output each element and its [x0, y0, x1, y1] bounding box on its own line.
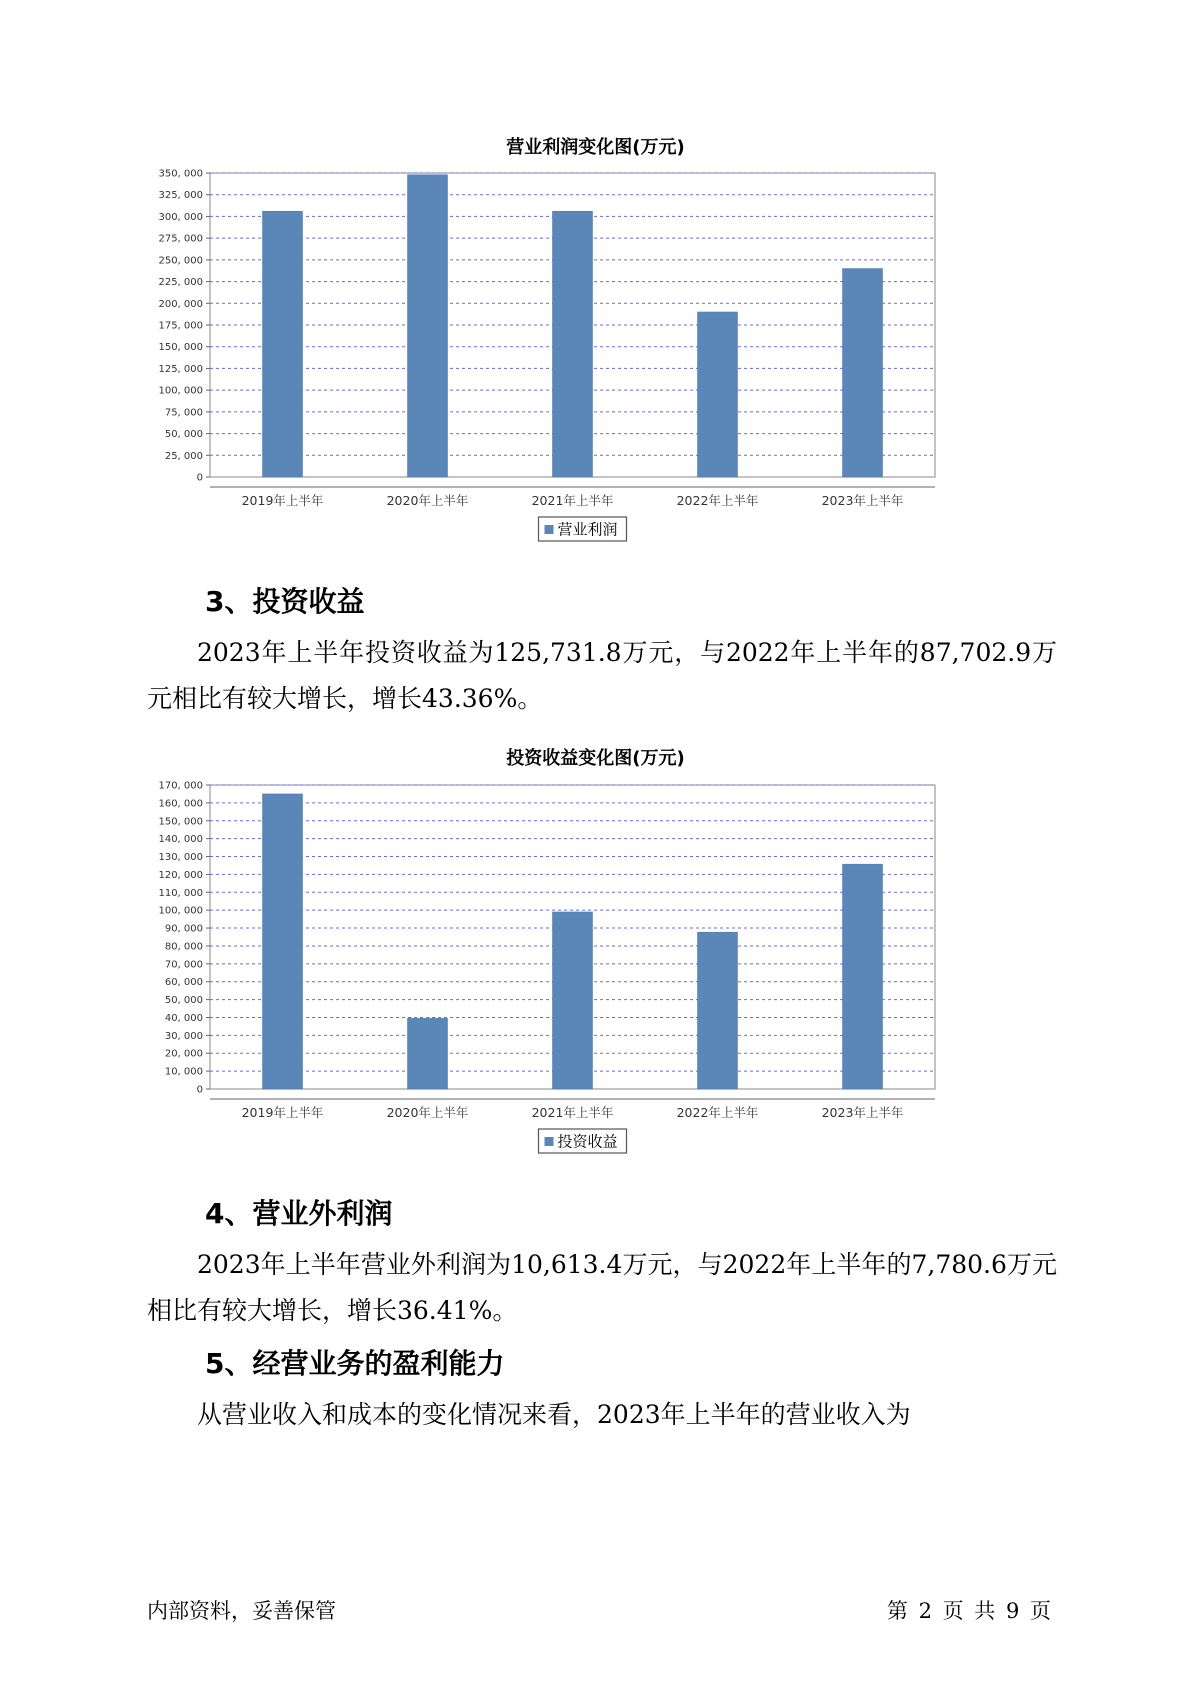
y-tick-label: 160, 000	[158, 798, 203, 810]
y-tick-label: 130, 000	[158, 852, 203, 864]
bar	[553, 211, 593, 477]
y-tick-label: 140, 000	[158, 834, 203, 846]
y-tick-label: 75, 000	[164, 407, 203, 419]
y-tick-label: 0	[196, 1084, 203, 1096]
legend	[539, 517, 627, 541]
x-tick-label: 2023年上半年	[821, 493, 904, 508]
bar	[408, 175, 448, 477]
y-tick-label: 25, 000	[164, 450, 203, 462]
y-tick-label: 325, 000	[158, 190, 203, 202]
x-tick-label: 2023年上半年	[821, 1105, 904, 1120]
bar	[408, 1018, 448, 1089]
y-tick-label: 175, 000	[158, 320, 203, 332]
y-tick-label: 0	[196, 472, 203, 484]
bar	[553, 912, 593, 1089]
x-tick-label: 2021年上半年	[531, 1105, 614, 1120]
bar	[263, 211, 303, 477]
y-tick-label: 120, 000	[158, 869, 203, 881]
bar	[698, 932, 738, 1089]
operating-profit-chart	[150, 165, 950, 550]
bar	[263, 794, 303, 1089]
x-tick-label: 2020年上半年	[386, 1105, 469, 1120]
legend-label: 投资收益	[557, 1132, 618, 1151]
y-tick-label: 70, 000	[164, 959, 203, 971]
footer-page-number: 第 2 页 共 9 页	[886, 1599, 1051, 1623]
paragraph-profitability: 从营业收入和成本的变化情况来看，2023年上半年的营业收入为	[197, 1400, 911, 1429]
x-tick-label: 2019年上半年	[241, 1105, 324, 1120]
y-tick-label: 125, 000	[158, 363, 203, 375]
y-tick-label: 80, 000	[164, 941, 203, 953]
y-tick-label: 20, 000	[164, 1048, 203, 1060]
y-tick-label: 300, 000	[158, 211, 203, 223]
y-tick-label: 90, 000	[164, 923, 203, 935]
y-tick-label: 275, 000	[158, 233, 203, 245]
chart-title-investment-income: 投资收益变化图(万元)	[506, 748, 685, 769]
y-tick-label: 30, 000	[164, 1030, 203, 1042]
x-tick-label: 2020年上半年	[386, 493, 469, 508]
bar	[843, 864, 883, 1089]
chart-title-operating-profit: 营业利润变化图(万元)	[506, 137, 685, 158]
x-tick-label: 2022年上半年	[676, 493, 759, 508]
y-tick-label: 170, 000	[158, 780, 203, 792]
y-tick-label: 100, 000	[158, 905, 203, 917]
y-tick-label: 150, 000	[158, 816, 203, 828]
heading-profitability: 5、经营业务的盈利能力	[205, 1347, 505, 1380]
investment-income-chart	[150, 777, 950, 1162]
heading-investment-income: 3、投资收益	[205, 585, 365, 618]
y-tick-label: 200, 000	[158, 298, 203, 310]
y-tick-label: 50, 000	[164, 995, 203, 1007]
y-tick-label: 350, 000	[158, 168, 203, 180]
y-tick-label: 225, 000	[158, 277, 203, 289]
y-tick-label: 50, 000	[164, 429, 203, 441]
x-tick-label: 2021年上半年	[531, 493, 614, 508]
paragraph-investment-income: 2023年上半年投资收益为125,731.8万元，与2022年上半年的87,702.9万元相比有较大增长，增长43.36%。	[147, 638, 1057, 713]
y-tick-label: 10, 000	[164, 1066, 203, 1078]
legend-swatch	[545, 525, 554, 534]
heading-non-operating-profit: 4、营业外利润	[205, 1197, 393, 1230]
y-tick-label: 60, 000	[164, 977, 203, 989]
legend	[539, 1129, 627, 1153]
bar	[843, 269, 883, 477]
y-tick-label: 100, 000	[158, 385, 203, 397]
y-tick-label: 250, 000	[158, 255, 203, 267]
x-tick-label: 2019年上半年	[241, 493, 324, 508]
x-tick-label: 2022年上半年	[676, 1105, 759, 1120]
paragraph-non-operating-profit: 2023年上半年营业外利润为10,613.4万元，与2022年上半年的7,780.6万元相比有较大增长，增长36.41%。	[147, 1250, 1057, 1325]
footer-confidential-note: 内部资料，妥善保管	[147, 1599, 336, 1623]
legend-swatch	[545, 1137, 554, 1146]
y-tick-label: 40, 000	[164, 1012, 203, 1024]
bar	[698, 312, 738, 477]
y-tick-label: 110, 000	[158, 887, 203, 899]
legend-label: 营业利润	[557, 520, 618, 539]
y-tick-label: 150, 000	[158, 342, 203, 354]
